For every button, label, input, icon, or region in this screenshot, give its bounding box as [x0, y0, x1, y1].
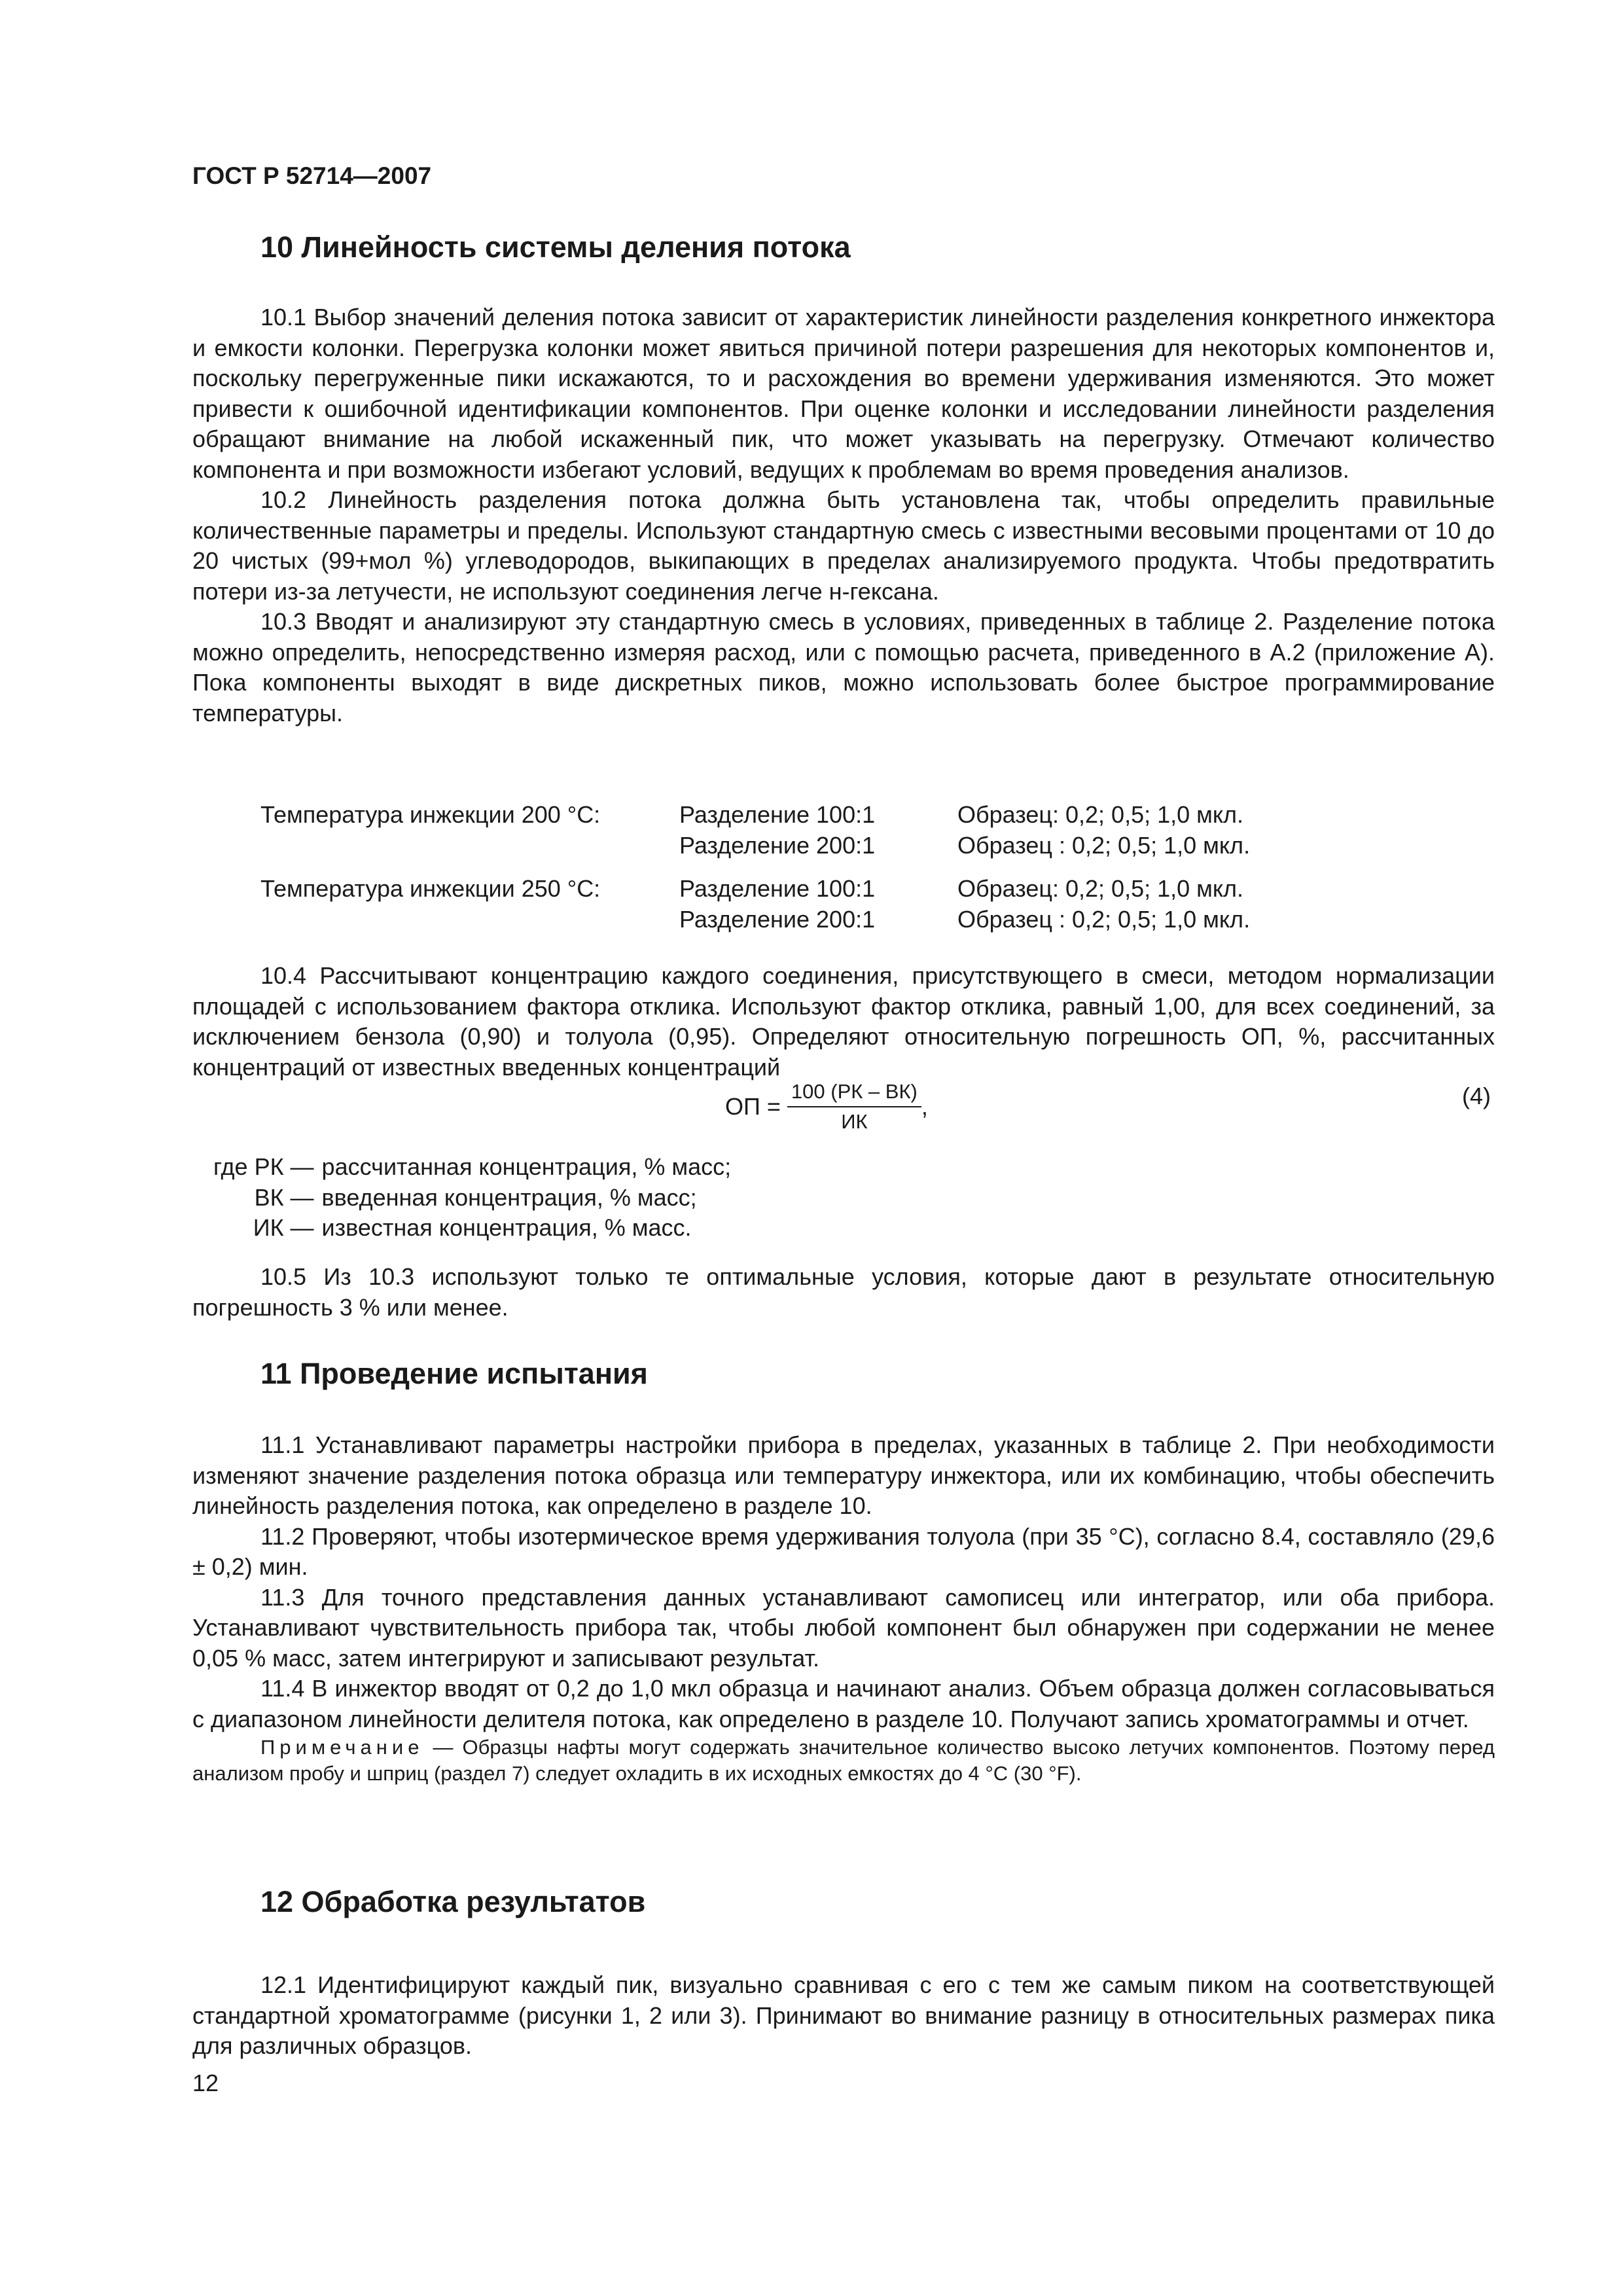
formula-legend [213, 1152, 731, 1244]
legend-symbol: ВК — [254, 1183, 314, 1211]
split-ratio: Разделение 200:1 [679, 905, 876, 933]
sample-volumes: Образец : 0,2; 0,5; 1,0 мкл. [957, 905, 1251, 933]
split-ratio: Разделение 200:1 [679, 831, 876, 859]
legend-description: известная концентрация, % масс. [321, 1214, 692, 1241]
legend-row [213, 1213, 731, 1244]
injection-conditions-table [260, 800, 1250, 935]
paragraph-10-3: 10.3 Вводят и анализируют эту стандартную смесь в условиях, приведенных в таблице 2. Разделение потока можно определить, непосредственно измеряя расход, или с помощью расчета, приведенного в А.2 (приложение А). Пока компоненты выходят в виде дискретных пиков, можно использовать более быстрое программирование температуры. [192, 608, 1495, 726]
section-12-title: 12 Обработка результатов [260, 1885, 646, 1918]
legend-symbol [213, 1152, 322, 1183]
page-number: 12 [192, 2070, 219, 2096]
conditions-row [260, 831, 1250, 861]
paragraph-10-5-block [192, 1262, 1495, 1323]
relative-error-formula [725, 1080, 928, 1134]
legend-prefix: где [213, 1153, 248, 1180]
legend-symbol-text: РК — [254, 1153, 314, 1180]
paragraph-10-4: 10.4 Рассчитывают концентрацию каждого соединения, присутствующего в смеси, методом нормализации площадей с использованием фактора отклика. Используют фактор отклика, равный 1,00, для всех соединений, за исключением бензола (0,90) и толуола (0,95). Определяют относительную погрешность ОП, %, рассчитанных концентраций от известных введенных концентраций [192, 962, 1495, 1081]
conditions-row [260, 861, 1250, 905]
legend-row [213, 1152, 731, 1183]
sample-volumes: Образец: 0,2; 0,5; 1,0 мкл. [957, 801, 1244, 828]
paragraph-10-4-block [192, 961, 1495, 1083]
note-text: — Образцы нафты могут содержать значительное количество высоко летучих компонентов. Поэтому перед анализом пробу и шприц (раздел 7) следует охладить в их исходных емкостях до 4 °С (30 °F). [192, 1736, 1495, 1785]
formula-fraction [787, 1080, 921, 1134]
split-ratio: Разделение 100:1 [679, 875, 876, 902]
injection-temperature [260, 905, 679, 935]
paragraph-11-4: 11.4 В инжектор вводят от 0,2 до 1,0 мкл образца и начинают анализ. Объем образца должен согласовываться с диапазоном линейности делителя потока, как определено в разделе 10. Получают запись хроматограммы и отчет. [192, 1675, 1495, 1732]
legend-symbol: ИК — [253, 1214, 314, 1241]
section-11-body [192, 1430, 1495, 1787]
formula-lhs: ОП = [725, 1093, 781, 1120]
sample-volumes: Образец: 0,2; 0,5; 1,0 мкл. [957, 875, 1244, 902]
legend-description: рассчитанная концентрация, % масс; [321, 1153, 732, 1180]
formula-denominator: ИК [841, 1110, 868, 1133]
injection-temperature: Температура инжекции 250 °С: [260, 875, 601, 902]
paragraph-11-3: 11.3 Для точного представления данных устанавливают самописец или интегратор, или оба прибора. Устанавливают чувствительность прибора так, чтобы любой компонент был обнаружен при содержании не менее 0,05 % масс, затем интегрируют и записывают результат. [192, 1583, 1495, 1672]
paragraph-10-5: 10.5 Из 10.3 используют только те оптимальные условия, которые дают в результате относительную погрешность 3 % или менее. [192, 1263, 1495, 1321]
section-11-title: 11 Проведение испытания [260, 1357, 648, 1390]
sample-volumes: Образец : 0,2; 0,5; 1,0 мкл. [957, 831, 1251, 859]
conditions-row [260, 800, 1250, 831]
conditions-row [260, 905, 1250, 935]
section-10-title: 10 Линейность системы деления потока [260, 230, 851, 264]
paragraph-12-1: 12.1 Идентифицируют каждый пик, визуально сравнивая с его с тем же самым пиком на соответствующей стандартной хроматограмме (рисунки 1, 2 или 3). Принимают во внимание разницу в относительных размерах пика для различных образцов. [192, 1971, 1495, 2059]
equation-number: (4) [1462, 1083, 1491, 1109]
legend-row [213, 1183, 731, 1213]
document-header: ГОСТ Р 52714—2007 [192, 162, 432, 189]
paragraph-10-1: 10.1 Выбор значений деления потока зависит от характеристик линейности разделения конкретного инжектора и емкости колонки. Перегрузка колонки может явиться причиной потери разрешения для некоторых компонентов и, поскольку перегруженные пики искажаются, то и расхождения во времени удерживания изменяются. Это может привести к ошибочной идентификации компонентов. При оценке колонки и исследовании линейности разделения обращают внимание на любой искаженный пик, что может указывать на перегрузку. Отмечают количество компонента и при возможности избегают условий, ведущих к проблемам во время проведения анализов. [192, 304, 1495, 483]
split-ratio: Разделение 100:1 [679, 801, 876, 828]
note-label: Примечание [260, 1736, 424, 1759]
legend-description: введенная концентрация, % масс; [321, 1183, 697, 1211]
formula-numerator: 100 (РК – ВК) [787, 1080, 921, 1107]
paragraph-11-1: 11.1 Устанавливают параметры настройки прибора в пределах, указанных в таблице 2. При необходимости изменяют значение разделения потока образца или температуру инжектора, или их комбинацию, чтобы обеспечить линейность разделения потока, как определено в разделе 10. [192, 1431, 1495, 1519]
section-12-body [192, 1970, 1495, 2062]
paragraph-10-2: 10.2 Линейность разделения потока должна быть установлена так, чтобы определить правильные количественные параметры и пределы. Используют стандартную смесь с известными весовыми процентами от 10 до 20 чистых (99+мол %) углеводородов, выкипающих в пределах анализируемого продукта. Чтобы предотвратить потери из-за летучести, не используют соединения легче н-гексана. [192, 486, 1495, 605]
formula-trail: , [921, 1093, 928, 1120]
injection-temperature [260, 831, 679, 861]
paragraph-11-2: 11.2 Проверяют, чтобы изотермическое время удерживания толуола (при 35 °С), согласно 8.4, составляло (29,6 ± 0,2) мин. [192, 1522, 1495, 1580]
injection-temperature: Температура инжекции 200 °С: [260, 801, 601, 828]
note [192, 1734, 1495, 1787]
section-10-body [192, 302, 1495, 728]
